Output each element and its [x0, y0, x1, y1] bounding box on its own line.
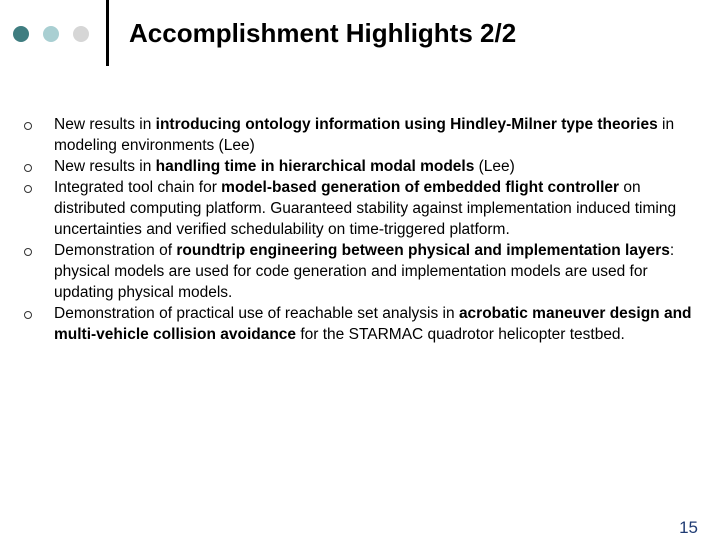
- page-number: 15: [679, 518, 698, 537]
- bullet-text: on distributed computing platform. Guaranteed stability against implementation induced timing uncertainties and verified schedulability on time-triggered platform.: [54, 179, 677, 238]
- bullet-marker-icon: [24, 311, 32, 319]
- dot-grey: [73, 26, 89, 42]
- bullet-list: [24, 114, 694, 345]
- bullet-marker-icon: [24, 185, 32, 193]
- bullet-text: : physical models are used for code generation and implementation models are used for updating physical models.: [54, 242, 675, 301]
- bullet-text: Demonstration of practical use of reachable set analysis in: [54, 305, 459, 322]
- bullet-text: New results in: [54, 116, 156, 133]
- bullet-bold-text: handling time in hierarchical modal models: [155, 158, 475, 175]
- bullet-marker-icon: [24, 122, 32, 130]
- bullet-item: [24, 303, 694, 345]
- dot-light: [43, 26, 59, 42]
- bullet-bold-text: model-based generation of embedded flight controller: [221, 179, 620, 196]
- title-divider: [106, 0, 109, 66]
- bullet-marker-icon: [24, 248, 32, 256]
- bullet-bold-text: introducing ontology information using Hindley-Milner type theories: [155, 116, 658, 133]
- bullet-text: (Lee): [474, 158, 515, 175]
- bullet-marker-icon: [24, 164, 32, 172]
- bullet-text: in modeling environments (Lee): [54, 116, 675, 154]
- bullet-bold-text: acrobatic maneuver design and multi-vehicle collision avoidance: [54, 305, 692, 343]
- bullet-text: for the STARMAC quadrotor helicopter testbed.: [296, 326, 625, 343]
- bullet-item: [24, 177, 694, 240]
- bullet-bold-text: roundtrip engineering between physical and implementation layers: [176, 242, 670, 259]
- dot-dark: [13, 26, 29, 42]
- bullet-text: Integrated tool chain for: [54, 179, 222, 196]
- bullet-item: [24, 156, 694, 177]
- bullet-item: [24, 114, 694, 156]
- decorative-dots: [13, 26, 103, 42]
- bullet-item: [24, 240, 694, 303]
- bullet-text: Demonstration of: [54, 242, 177, 259]
- slide-title: Accomplishment Highlights 2/2: [129, 18, 517, 48]
- bullet-text: New results in: [54, 158, 156, 175]
